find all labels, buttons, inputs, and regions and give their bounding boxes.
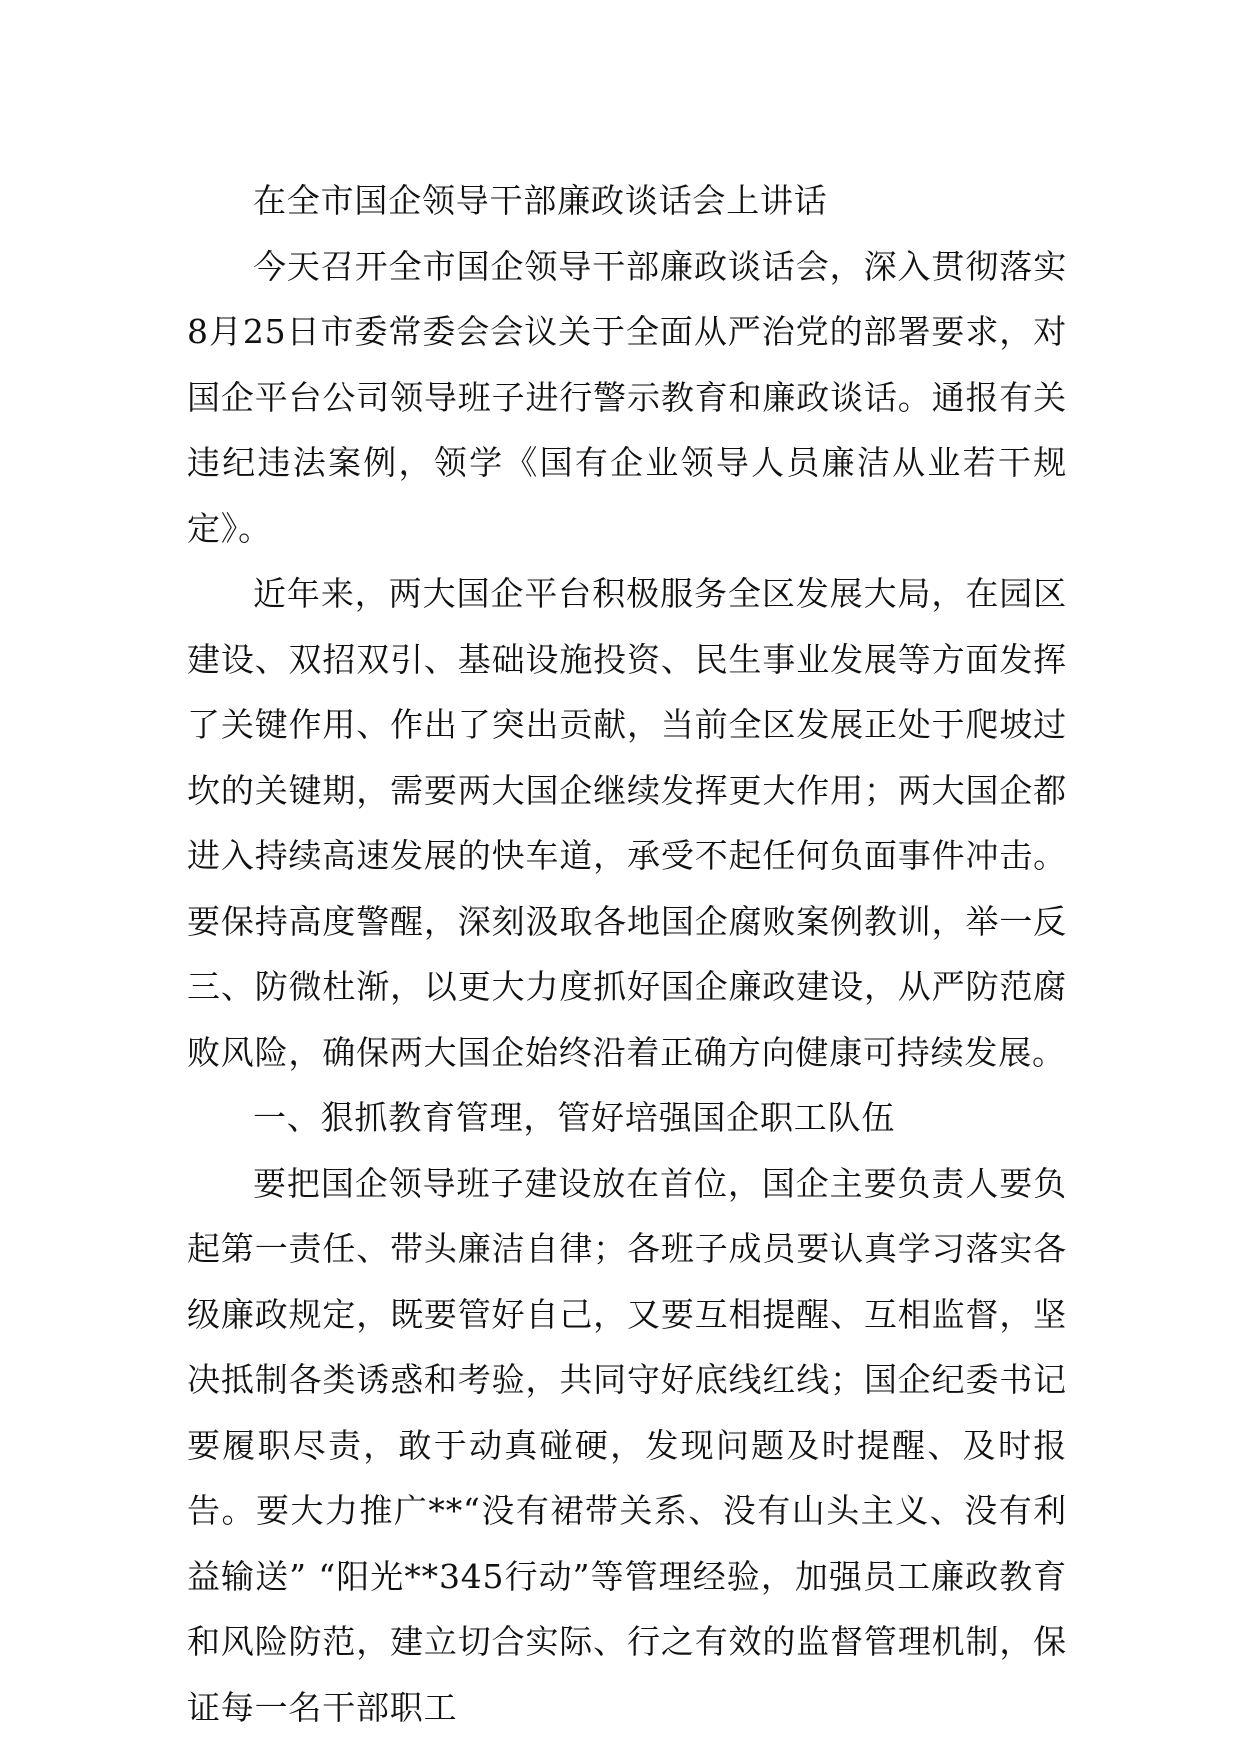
section-paragraph: 要把国企领导班子建设放在首位，国企主要负责人要负起第一责任、带头廉洁自律；各班子成员要认真学习落实各级廉政规定，既要管好自己，又要互相提醒、互相监督，坚决抵制各类诱惑和考验，共同守好底线红线；国企纪委书记要履职尽责，敢于动真碰硬，发现问题及时提醒、及时报告。要大力推广**“没有裙带关系、没有山头主义、没有利益输送” “阳光**345行动”等管理经验，加强员工廉政教育和风险防范，建立切合实际、行之有效的监督管理机制，保证每一名干部职工 [187, 1163, 1067, 1727]
section-heading: 一、狠抓教育管理，管好培强国企职工队伍 [253, 1098, 896, 1137]
document-title: 在全市国企领导干部廉政谈话会上讲话 [253, 181, 828, 220]
document-body [187, 168, 1067, 1740]
intro-paragraph: 今天召开全市国企领导干部廉政谈话会，深入贯彻落实8月25日市委常委会会议关于全面从严治党的部署要求，对国企平台公司领导班子进行警示教育和廉政谈话。通报有关违纪违法案例，领学《国有企业领导人员廉洁从业若干规定》。 [187, 246, 1067, 548]
background-paragraph: 近年来，两大国企平台积极服务全区发展大局，在园区建设、双招双引、基础设施投资、民生事业发展等方面发挥了关键作用、作出了突出贡献，当前全区发展正处于爬坡过坎的关键期，需要两大国企继续发挥更大作用；两大国企都进入持续高速发展的快车道，承受不起任何负面事件冲击。要保持高度警醒，深刻汲取各地国企腐败案例教训，举一反三、防微杜渐，以更大力度抓好国企廉政建设，从严防范腐败风险，确保两大国企始终沿着正确方向健康可持续发展。 [187, 574, 1067, 1072]
